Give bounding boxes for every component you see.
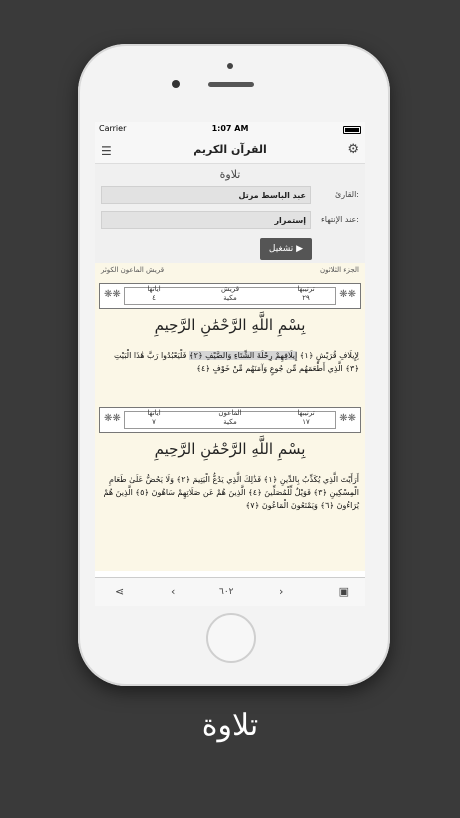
ornament-icon: ❋❋ [104,289,121,300]
highlighted-verse[interactable]: إِيلَافِهِمْ رِحْلَةَ الشِّتَاءِ وَالصَّيْفِ ﴿٢﴾ [188,351,298,360]
ayat-value: ٤ [152,294,156,302]
image-icon[interactable]: ▣ [338,585,349,598]
reciter-field[interactable]: عبد الباسط مرتل [101,186,311,204]
reciter-row [99,186,361,206]
on-end-label: عند الإنتهاء: [321,215,359,224]
surah-header-quraish [99,283,361,309]
ayat-label: اياتها [147,409,161,417]
sensor-dot [227,63,233,69]
ayat-value: ٧ [152,418,156,426]
caption: تلاوة [201,708,259,743]
gear-icon[interactable]: ⚙ [347,142,359,157]
bismillah: بِسْمِ اللَّهِ الرَّحْمَٰنِ الرَّحِيمِ [154,440,306,458]
surah-name: قريش [220,285,240,293]
suras-label: قريش الماعون الكوثر [101,266,165,274]
page-number: ٦٠٢ [219,587,234,597]
ornament-icon: ❋❋ [339,413,356,424]
surah-type: مكية [223,294,237,302]
surah-header-maun [99,407,361,433]
mushaf-page [95,263,365,571]
chevron-left-icon[interactable]: ‹ [171,585,176,598]
app-screen [95,122,365,606]
earpiece-speaker [208,82,254,87]
verse[interactable]: فَلْيَعْبُدُوا رَبَّ هَٰذَا الْبَيْتِ ﴿٣﴾ الَّذِي أَطْعَمَهُم مِّن جُوعٍ وَآمَنَهُم مِّنْ خَوْفٍ ﴿٤﴾ [113,351,359,373]
verse[interactable]: لِإِيلَافِ قُرَيْشٍ ﴿١﴾ [299,351,359,360]
battery-icon [343,126,361,134]
order-label: ترتيبها [297,285,315,293]
order-value: ٢٩ [302,294,310,302]
page-title: القرآن الكريم [193,143,267,156]
home-button[interactable] [206,613,256,663]
maun-verses[interactable]: أَرَأَيْتَ الَّذِي يُكَذِّبُ بِالدِّينِ ﴿١﴾ فَذَٰلِكَ الَّذِي يَدُعُّ الْيَتِيمَ ﴿٢﴾ وَلَا يَحُضُّ عَلَىٰ طَعَامِ الْمِسْكِينِ ﴿٣﴾ فَوَيْلٌ لِّلْمُصَلِّينَ ﴿٤﴾ الَّذِينَ هُمْ عَن صَلَاتِهِمْ سَاهُونَ ﴿٥﴾ الَّذِينَ هُمْ يُرَاءُونَ ﴿٦﴾ وَيَمْنَعُونَ الْمَاعُونَ ﴿٧﴾ [103,475,359,510]
carrier-label: Carrier [99,124,127,133]
ornament-icon: ❋❋ [339,289,356,300]
page-header [95,263,365,279]
play-button[interactable]: تشغيل ▶ [260,238,312,260]
surah-type: مكية [223,418,237,426]
on-end-row [99,211,361,231]
bottom-toolbar [95,577,365,606]
ayat-label: اياتها [147,285,161,293]
reciter-label: القارئ: [335,190,359,199]
order-label: ترتيبها [297,409,315,417]
surah-name: الماعون [218,409,242,417]
share-icon[interactable]: ⋖ [115,585,125,598]
order-value: ١٧ [302,418,310,426]
bismillah: بِسْمِ اللَّهِ الرَّحْمَٰنِ الرَّحِيمِ [154,316,306,334]
front-camera [172,80,180,88]
recitation-controls [95,164,365,265]
recitation-heading: تلاوة [219,168,241,181]
status-bar [95,122,365,136]
on-end-field[interactable]: إستمرار [101,211,311,229]
menu-icon[interactable]: ☰ [101,144,112,158]
navigation-bar [95,136,365,164]
status-time: 1:07 AM [211,124,249,133]
chevron-right-icon[interactable]: › [279,585,284,598]
juz-label: الجزء الثلاثون [319,266,359,274]
ornament-icon: ❋❋ [104,413,121,424]
quraish-verses[interactable] [101,349,359,375]
